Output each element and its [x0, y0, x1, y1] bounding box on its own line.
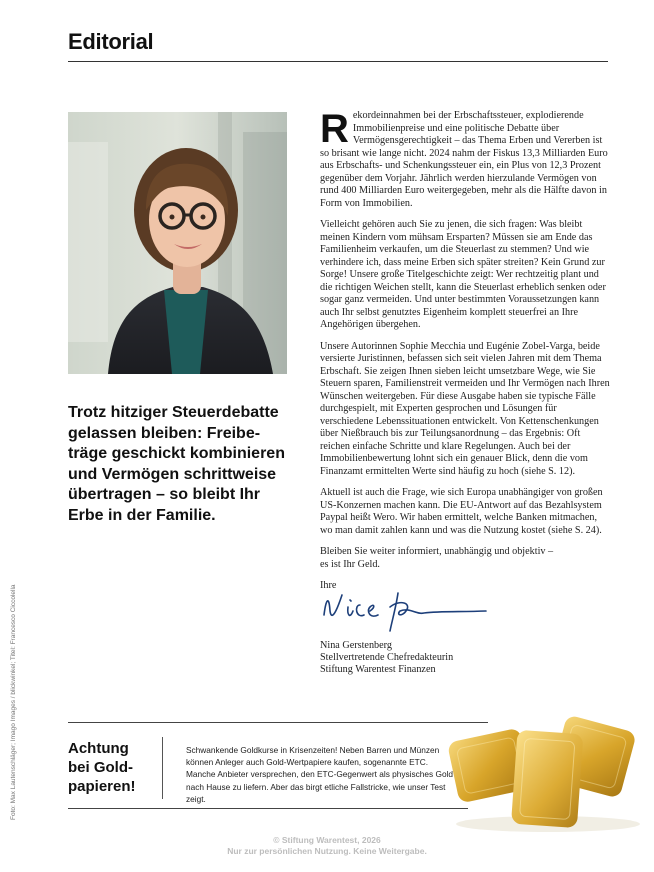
- signature-block: [320, 640, 453, 677]
- box-divider-top: [68, 722, 488, 723]
- signer-role: Stellvertretende Chefredakteurin: [320, 652, 454, 664]
- photo-credit: Foto: Max Lautenschläger; Imago Images / blickwinkel; Titel: Francesco Ciccolella: [10, 584, 17, 820]
- usage-note: Nur zur persönlichen Nutzung. Keine Weitergabe.: [227, 846, 427, 856]
- gold-bars-image-icon: [448, 712, 643, 834]
- portrait-photo-icon: [68, 112, 287, 374]
- box-divider-bottom: [68, 808, 468, 809]
- article-paragraph: [320, 107, 612, 210]
- article-paragraph: Vielleicht gehören auch Sie zu jenen, die sich fragen: Was bleibt meinen Kindern vom mühsam Ersparten? Müssen sie am Ende das Familienheim verkaufen, um die Steuerlast zu stemmen? Und wie verhindere ich, dass meine Erben sich später streiten? Kein Grund zur Sorge! Unsere große Titelgeschichte zeigt: Wer rechtzeitig plant und die richtigen Weichen stellt, kann die Steuerlast erheblich senken oder sogar ganz vermeiden. Und unter bestimmten Voraussetzungen kann auch Ihr selbst genutztes Eigenheim komplett steuerfrei an Ihre Angehörigen übergehen.: [320, 219, 606, 330]
- article-body: [320, 107, 612, 580]
- box-title: Achtung bei Gold- papieren!: [68, 740, 136, 795]
- box-text: Schwankende Goldkurse in Krisenzeiten! Neben Barren und Münzen können Anleger auch Gold-Wertpapiere kaufen, sogenannte ETC. Manche Anbieter versprechen, den ETC-Gegenwert als physisches Gold nach Hause zu liefern. Aber das birgt etliche Fallstricke, wie unser Test zeigt.: [186, 745, 454, 804]
- header-divider: [68, 61, 608, 62]
- box-vertical-divider: [162, 737, 163, 799]
- article-paragraph-text: ekordeinnahmen bei der Erbschaftssteuer, explodierende Immobilienpreise und eine politische Debatte über Vermögensgerechtigkeit – das Thema Erben und Vererben ist so brisant wie lange nicht. 2024 nahm der Fiskus 13,3 Milliarden Euro aus Erbschafts- und Schenkungssteuer ein, ein Plus von 12,3 Prozent gegenüber dem Vorjahr. Jährlich werden hierzulande Vermögen von rund 400 Milliarden Euro weitergegeben, mehr als die Hälfte davon in Form von Immobilien.: [320, 110, 608, 209]
- article-paragraph: Unsere Autorinnen Sophie Mecchia und Eugénie Zobel-Varga, beide versierte Juristinnen, befassen sich seit vielen Jahren mit dem Thema Erbschaft. Sie zeigen Ihnen sieben leicht umsetzbare Wege, wie Sie Steuern sparen, Familienstreit vermeiden und Ihr Vermögen nach Ihren Wünschen weitergeben. Für diese Ausgabe haben sie typische Fälle durchgespielt, mit Experten gesprochen und Lösungen für verschiedene Lebenssituationen entwickelt. Von Kettenschenkungen über Nießbrauch bis zur Teilungsanordnung – das Ergebnis: Oft reichen einfache Schritte und klare Regelungen. Auch bei der Immobilienbewertung lohnt sich ein genauer Blick, denn die vom Finanzamt ermittelten Werte sind häufig zu hoch (siehe S. 12).: [320, 340, 610, 477]
- greeting: Ihre: [320, 580, 337, 591]
- handwritten-signature-icon: [320, 585, 490, 635]
- page-title: Editorial: [68, 29, 154, 54]
- copyright-line: © Stiftung Warentest, 2026: [273, 835, 381, 845]
- drop-cap: R: [320, 107, 349, 151]
- author-portrait: [68, 112, 287, 374]
- lead-text: Trotz hitziger Steuerdebatte gelassen bleiben: Freibe- träge geschickt kombinieren und Vermögen schrittweise übertragen – so bleibt Ihr Erbe in der Familie.: [68, 404, 285, 524]
- copyright-footer: [0, 835, 654, 857]
- signer-name: Nina Gerstenberg: [320, 640, 392, 651]
- signer-org: Stiftung Warentest Finanzen: [320, 664, 436, 676]
- article-paragraph: Aktuell ist auch die Frage, wie sich Europa unabhängiger von großen US-Konzernen machen kann. Die EU-Antwort auf das Bezahlsystem Paypal heißt Wero. Wir haben ermittelt, welche Banken mitmachen, wo man damit zahlen kann und was die Nutzung kostet (siehe S. 24).: [320, 487, 603, 536]
- article-paragraph: Bleiben Sie weiter informiert, unabhängig und objektiv – es ist Ihr Geld.: [320, 546, 554, 570]
